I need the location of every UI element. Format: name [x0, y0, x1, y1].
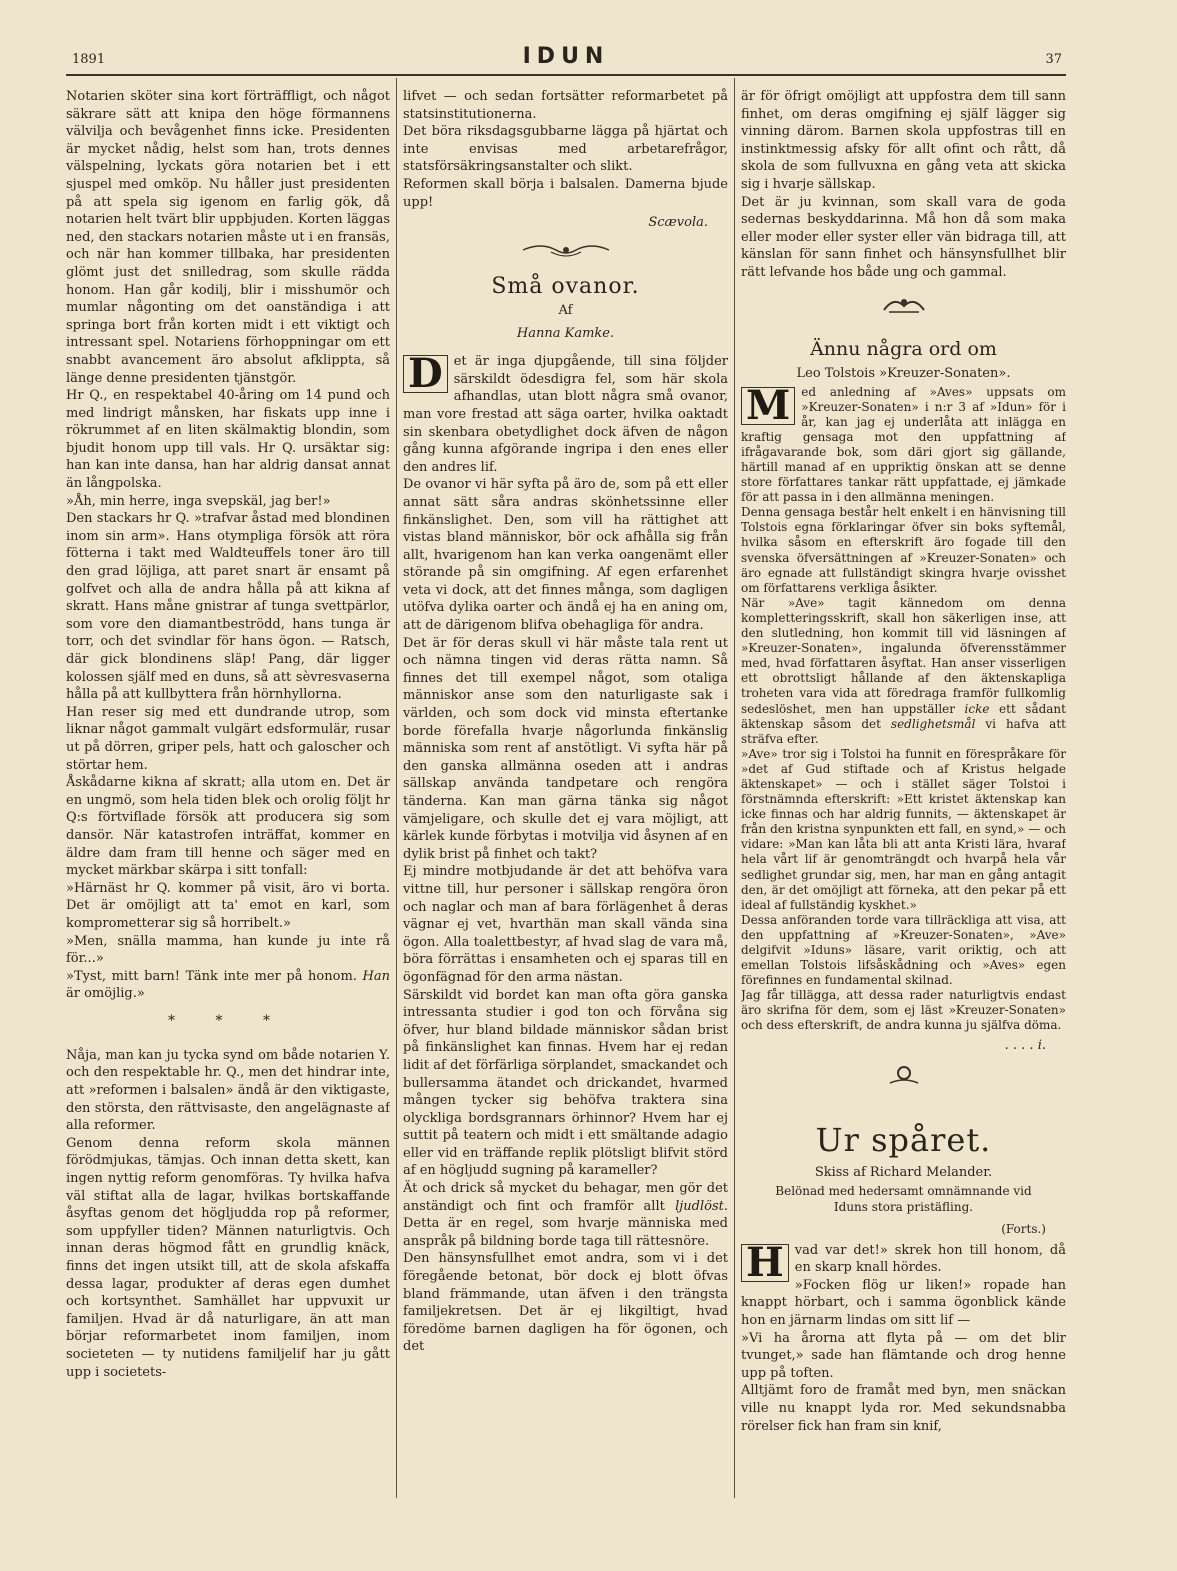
article-text: H vad var det!» skrek hon till honom, då en skarp knall hördes. »Focken flög ur liken!» ropade han knappt hörbart, och i samma ögonblick kände hon en järnarm lindas om sitt lif — »Vi ha årorna att flyta på — om det blir tvunget,» sade han flämtande och drog henne upp på toften. Alltjämt foro de framåt med byn, men snäckan ville nu knappt lyda ror. Med sekundsnabba rörelser fick han fram sin knif, — [741, 1238, 1066, 1434]
article-text: Notarien sköter sina kort förträffligt, och något säkrare sätt att knipa den höge förmannens välvilja och bevågenhet finns icke. Presidenten är mycket nådig, helst som han, trots dennes välspelning, lyckats göra notarien bet i ett sjuspel med omköp. Nu håller just presidenten på att spela sig igenom en farlig gök, då notarien helt tvärt blir uppbjuden. Korten läggas ned, den stackars notarien måste ut i en fransäs, och när han kommer tillbaka, har presidenten glömt just det snilledrag, som skulle rädda honom. Han går kodilj, blir i misshumör och mumlar någonting om det oanständiga i att springa bort från korten midt i ett viktigt och intressant spel. Notariens förhoppningar om ett snabbt avancement äro absolut afklippta, så länge denne presidenten tjänstgör. Hr Q., en respektabel 40-åring om 14 pund och med lindrigt månsken, har fiskats upp inne i rökrummet af en liten skälmaktig blondin, som bjudit honom upp till vals. Hr Q. ursäktar sig: han kan inte dansa, han har aldrig dansat annat än långpolska. »Åh, min herre, inga svepskäl, jag ber!» Den stackars hr Q. »trafvar åstad med blondinen inom sin arm». Hans otympliga försök att röra fötterna i takt med Waldteuffels toner äro till den grad löjliga, att paret snart är ensamt på golfvet och alla de andra hålla på att kikna af skratt. Hans måne gnistrar af tunga svettpärlor, som vore den diamantbeströdd, hans tunga är torr, och det svindlar för hans ögon. — Ratsch, där gick blondinens släp! Pang, där ligger kolossen själf med en duns, så att sèvresvaserna hålla på att kullbyttera från hörnhyllorna. Han reser sig med ett dundrande utrop, som liknar något gammalt vulgärt edsformulär, rusar ut på dörren, griper pels, hatt och galoscher och störtar hem. Åskådarne kikna af skratt; alla utom en. Det är en ungmö, som hela tiden blek och orolig följt hr Q:s förtviflade försök att producera sig som dansör. När katastrofen inträffat, kommer en äldre dam fram till henne och säger med en mycket märkbar skärpa i sitt tonfall: »Härnäst hr Q. kommer på visit, äro vi borta. Det är omöjligt att ta' emot en karl, som komprometterar sig så horribelt.» »Men, snälla mamma, han kunde ju inte rå för...» »Tyst, mitt barn! Tänk inte mer på honom. Han är omöjlig.» — [66, 89, 390, 1002]
drop-cap: M — [741, 387, 795, 425]
article-byline-prefix: Af — [558, 303, 573, 319]
header-year: 1891 — [72, 52, 106, 67]
article-subtitle: Leo Tolstois »Kreuzer-Sonaten». — [796, 365, 1011, 381]
column-divider — [734, 78, 735, 1498]
column-1 — [66, 88, 390, 1508]
column-divider — [396, 78, 397, 1498]
article-text: M ed anledning af »Aves» uppsats om »Kreuzer-Sonaten» i n:r 3 af »Idun» för i år, kan jag ej underlåta att inlägga en kraftig gensaga mot den uppfattning af ifrågavarande bok, som däri gjort sig gällande, härtill manad af en uppriktig önskan att se denne store författares tankar rätt uppfattade, ej jämkade för att passa in i den allmänna meningen. Denna gensaga består helt enkelt i en hänvisning till Tolstois egna förklaringar öfver sin boks syftemål, hvilka såsom en efterskrift äro fogade till den svenska öfversättningen af »Kreuzer-Sonaten» och äro egnade att fullständigt skingra hvarje ovisshet om författarens verkliga åsikter. När »Ave» tagit kännedom om denna kompletteringsskrift, skall hon säkerligen inse, att den slutledning, hon kommit till vid läsningen af »Kreuzer-Sonaten», ingalunda öfverensstämmer med, hvad författaren åsyftat. Han anser visserligen ett obrottsligt hållande af den äktenskapliga troheten vara vida att föredraga framför fullkomlig sedeslöshet, men han uppställer icke ett sådant äktenskap såsom det sedlighetsmål vi hafva att sträfva efter. »Ave» tror sig i Tolstoi ha funnit en förespråkare för »det af Gud stiftade och af Kristus helgade äktenskapet» — och i stället säger Tolstoi i förstnämnda efterskrift: »Ett kristet äktenskap kan icke finnas och har aldrig funnits, — äktenskapet är från den kristna synpunkten ett fall, en synd,» — och vidare: »Man kan låta bli att anta Kristi lära, hvaraf hela vårt lif är genomträngdt och hvarpå hela vår sedlighet grundar sig, men, har man en gång antagit den, är det omöjligt att förneka, att den pekar på ett ideal af fullständig kyskhet.» Dessa anföranden torde vara tillräckliga att visa, att den uppfattning af »Kreuzer-Sonaten», »Ave» delgifvit »Iduns» läsare, varit oriktig, och att emellan Tolstois lifsåskådning och »Aves» egen förefinnes en fundamental skilnad. Jag får tillägga, att dessa rader naturligtvis endast äro skrifna för dem, som ej läst »Kreuzer-Sonaten» och dess efterskrift, de andra kunna ju själfva döma. — [741, 381, 1066, 1033]
signature: . . . . i. — [1004, 1037, 1046, 1053]
article-title: Ännu några ord om — [810, 337, 997, 360]
article-text: lifvet — och sedan fortsätter reformarbetet på statsinstitutionerna. Det böra riksdagsgubbarne lägga på hjärtat och inte envisas med arbetarefrågor, statsförsäkringsanstalter och slikt. Reformen skall börja i balsalen. Damerna bjude upp! — [403, 89, 728, 210]
article-note: Iduns stora pristäfling. — [833, 1199, 974, 1214]
ornament-icon — [741, 1063, 1066, 1093]
ornament-icon — [403, 240, 728, 264]
page-number: 37 — [1045, 52, 1062, 67]
continued-note: (Forts.) — [1001, 1221, 1046, 1236]
page-header — [66, 44, 1066, 76]
column-2 — [403, 88, 728, 1508]
article-author: Hanna Kamke. — [516, 326, 615, 342]
article-text: D et är inga djupgående, till sina följder särskildt ödesdigra fel, som här skola afhandlas, utan blott några små ovanor, man vore frestad att säga oarter, hvilka oaktadt sin skenbara obetydlighet dock äfven de någon gång kunna afgörande ingripa i den enes eller den andres lif. De ovanor vi här syfta på äro de, som på ett eller annat sätt såra andras skönhetssinne eller finkänslighet. Den, som vill ha rättighet att vistas bland människor, bör ock afhålla sig från allt, hvarigenom han kan verka oangenämt eller störande på sin omgifning. Af egen erfarenhet veta vi dock, att det finnes många, som dagligen utöfva dylika oarter och ändå ej ha en aning om, att de därigenom blifva obehagliga för andra. Det är för deras skull vi här måste tala rent ut och nämna tingen vid deras rätta namn. Så finnes det till exempel något, som otaliga människor anse som den naturligaste sak i världen, och som dock vid minsta eftertanke borde förefalla hvarje någorlunda finkänslig människa som rent af anstötligt. Vi syfta här på den ganska allmänna oseden att i andras sällskap använda tandpetare och rengöra tänderna. Kan man gärna tänka sig något vämjeligare, och skulle det ej vara möjligt, att kärlek kunde förbytas i motvilja vid åsynen af en dylik brist på finhet och takt? Ej mindre motbjudande är det att behöfva vara vittne till, hur personer i sällskap rengöra öron och naglar och man af bara förlägenhet å deras vägnar ej vet, hvarthän man skall vända sina ögon. Alla toalettbestyr, af hvad slag de vara må, böra förrättas i ensamheten och ej sparas till en ögonfägnad för den arma nästan. Särskildt vid bordet kan man ofta göra ganska intressanta studier i god ton och förvåna sig öfver, hur bland bildade människor sådan brist på finkänslighet kan finnas. Hvem har ej redan lidit af det förfärliga sörplandet, smackandet och bullersamma ätandet och drickandet, hvarmed mången tycker sig behöfva traktera sina olyckliga bordsgrannars örhinnor? Hvem har ej suttit på teatern och midt i ett smältande adagio eller vid en träffande replik plötsligt blifvit störd af en högljudd sugning på karameller? Ät och drick så mycket du behagar, men gör det anständigt och fint och framför allt ljudlöst. Detta är en regel, som hvarje människa med anspråk på bildning borde taga till rättesnöre. Den hänsynsfullhet emot andra, som vi i det föregående betonat, bör dock ej blott öfvas bland främmande, utan äfven i den trängsta familjekretsen. Det är ej likgiltigt, hvad föredöme barnen dagligen ha för ögonen, och det — [403, 350, 728, 1355]
masthead-title: IDUN — [522, 44, 610, 69]
article-note: Belönad med hedersamt omnämnande vid — [775, 1183, 1032, 1198]
ornament-icon — [741, 292, 1066, 322]
section-separator: * * * — [168, 1012, 288, 1029]
article-subtitle: Skiss af Richard Melander. — [814, 1164, 993, 1180]
article-title: Små ovanor. — [491, 274, 640, 300]
article-text: Nåja, man kan ju tycka synd om både notarien Y. och den respektable hr. Q., men det hindrar inte, att »reformen i balsalen» ändå är den viktigaste, den största, den rättvisaste, den angelägnaste af alla reformer. Genom denna reform skola männen förödmjukas, tämjas. Och innan detta skett, kan ingen nyttig reform genomföras. Ty hvilka hafva väl stiftat alla de lagar, hvilkas bortskaffande åsyftas genom det högljudda rop på reformer, som uppfyller tiden? Männen naturligtvis. Och innan deras högmod fått en grundlig knäck, finns det ingen utsikt till, att de skola afskaffa dessa lagar, produkter af deras egen dumhet och kortsynthet. Samhället har uppvuxit ur familjen. Hvad är då naturligare, än att man börjar reformarbetet inom familjen, inom societeten — ty nutidens familjelif har ju gått upp i societets- — [66, 1047, 390, 1380]
article-title: Ur spåret. — [815, 1120, 992, 1159]
column-3 — [741, 88, 1066, 1508]
drop-cap: H — [741, 1244, 789, 1282]
article-text: är för öfrigt omöjligt att uppfostra dem till sann finhet, om deras omgifning ej själf lägger sig vinning därom. Barnen skola uppfostras till en instinktmessig afsky för allt ofint och rått, då skola de som fullvuxna en gång veta att skicka sig i hvarje sällskap. Det är ju kvinnan, som skall vara de goda sedernas beskyddarinna. Må hon då som maka eller moder eller syster eller vän bidraga till, att känslan för sann finhet och hänsynsfullhet blir rätt lefvande hos både ung och gammal. — [741, 89, 1066, 280]
drop-cap: D — [403, 355, 448, 393]
signature: Scævola. — [648, 215, 708, 231]
